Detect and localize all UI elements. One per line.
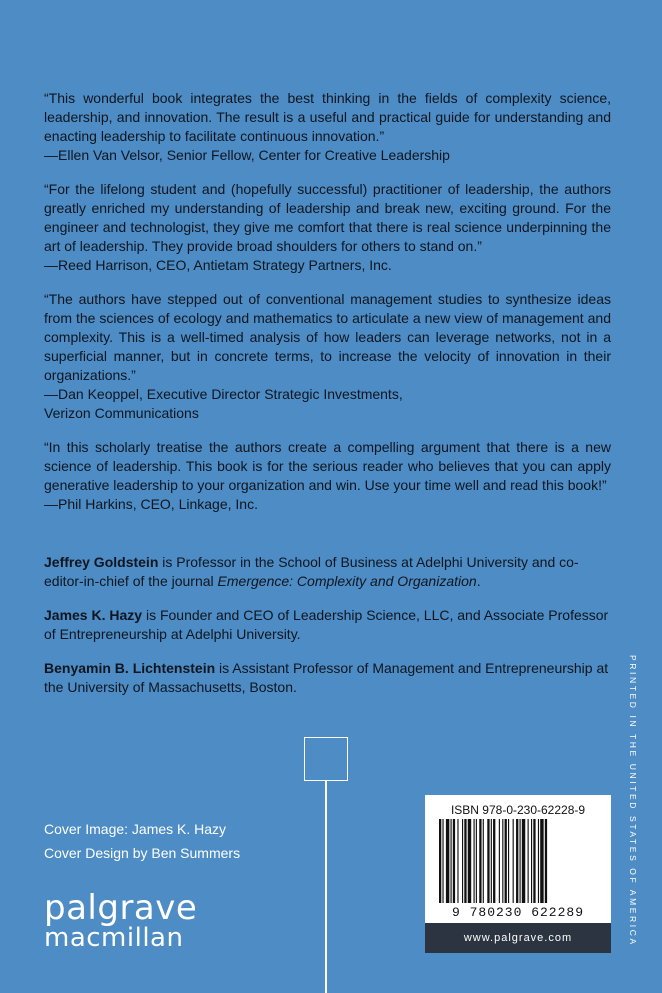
cover-emblem-square: [304, 737, 348, 781]
barcode-bar: [464, 819, 466, 903]
endorsement-1: [44, 89, 611, 165]
barcode-bar: [479, 819, 481, 903]
quote-attribution-org: Verizon Communications: [44, 405, 199, 421]
barcode-bar: [491, 819, 492, 903]
publisher-logo: [44, 888, 198, 953]
isbn-label: ISBN 978-0-230-62228-9: [450, 803, 586, 817]
author-bio-lichtenstein: [44, 659, 611, 697]
barcode-bar: [533, 819, 535, 903]
barcode-bar: [508, 819, 509, 903]
journal-title: Emergence: Complexity and Organization: [217, 573, 477, 589]
barcode-bar: [505, 819, 507, 903]
author-bio-text: is Professor in the School of Business at Adelphi University and co-editor-in-chief of the journal: [44, 554, 579, 589]
barcode-bar: [493, 819, 495, 903]
quote-attribution: —Phil Harkins, CEO, Linkage, Inc.: [44, 496, 258, 512]
barcode-bar: [538, 819, 539, 903]
barcode-bar: [446, 819, 449, 903]
barcode-bar: [487, 819, 489, 903]
endorsement-3: [44, 290, 611, 423]
endorsement-4: [44, 438, 611, 514]
quote-text: “In this scholarly treatise the authors create a compelling argument that there is a new science of leadership. This book is for the serious reader who believes that you can apply generative leadership to your organization and win. Use your time well and read this book!”: [44, 439, 611, 493]
barcode-bar: [453, 819, 455, 903]
quote-attribution: —Dan Keoppel, Executive Director Strategic Investments,: [44, 386, 403, 402]
quote-text: “This wonderful book integrates the best thinking in the fields of complexity science, leadership, and innovation. The result is a useful and practical guide for understanding and enacting leadership to facilitate continuous innovation.”: [44, 90, 611, 144]
isbn-barcode-panel: [425, 795, 611, 953]
logo-line-palgrave: palgrave: [44, 888, 198, 928]
barcode-digits: 9 780230 622289: [451, 905, 585, 920]
printed-in-usa-text: PRINTED IN THE UNITED STATES OF AMERICA: [628, 655, 638, 947]
barcode-bar: [545, 819, 547, 903]
endorsements: [44, 89, 611, 529]
author-name: James K. Hazy: [44, 607, 143, 623]
quote-attribution: —Reed Harrison, CEO, Antietam Strategy Partners, Inc.: [44, 257, 392, 273]
quote-attribution: —Ellen Van Velsor, Senior Fellow, Center for Creative Leadership: [44, 147, 450, 163]
barcode-bar: [522, 819, 525, 903]
endorsement-2: [44, 180, 611, 275]
barcode-bar: [513, 819, 514, 903]
barcode-bar: [499, 819, 500, 903]
barcode-bar: [531, 819, 532, 903]
barcode-bar: [457, 819, 458, 903]
cover-emblem-line: [325, 781, 327, 993]
cover-design-credit: Cover Design by Ben Summers: [44, 845, 241, 861]
quote-text: “The authors have stepped out of conventional management studies to synthesize ideas from the sciences of ecology and mathematics to articulate a new view of management and complexity. This is a well-timed analysis of how leaders can leverage networks, not in a superficial manner, but in concrete terms, to increase the velocity of innovation in their organizations.”: [44, 291, 611, 383]
author-bio-tail: .: [476, 573, 481, 589]
barcode-bar: [462, 819, 463, 903]
barcode-bar: [520, 819, 521, 903]
barcode-bar: [483, 819, 484, 903]
logo-line-macmillan: macmillan: [44, 923, 184, 953]
cover-image-credit: Cover Image: James K. Hazy: [44, 821, 227, 837]
publisher-url: www.palgrave.com: [425, 923, 611, 953]
barcode-bar: [474, 819, 475, 903]
author-bio-goldstein: [44, 553, 611, 591]
barcode-bar: [451, 819, 452, 903]
author-bio-hazy: [44, 606, 611, 644]
author-name: Jeffrey Goldstein: [44, 554, 159, 570]
cover-credits: [44, 817, 240, 865]
barcode-bar: [476, 819, 477, 903]
barcode-bar: [502, 819, 503, 903]
author-name: Benyamin B. Lichtenstein: [44, 660, 216, 676]
quote-text: “For the lifelong student and (hopefully successful) practitioner of leadership, the authors greatly enriched my understanding of leadership and break new, exciting ground. For the engineer and technologist, they give me comfort that there is real science underpinning the art of leadership. They provide broad shoulders for others to stand on.”: [44, 181, 611, 254]
author-bio-text: is Founder and CEO of Leadership Science, LLC, and Associate Professor of Entrepreneurship at Adelphi University.: [44, 607, 609, 642]
barcode-bar: [442, 819, 443, 903]
author-bios: [44, 553, 611, 712]
barcode-bar: [540, 819, 543, 903]
barcode-bar: [516, 819, 518, 903]
barcode-bar: [528, 819, 529, 903]
barcode-graphic: [433, 819, 603, 905]
author-bio-text: is Assistant Professor of Management and Entrepreneurship at the University of Massachusetts, Boston.: [44, 660, 609, 695]
barcode-bar: [468, 819, 471, 903]
barcode-bar: [439, 819, 441, 903]
